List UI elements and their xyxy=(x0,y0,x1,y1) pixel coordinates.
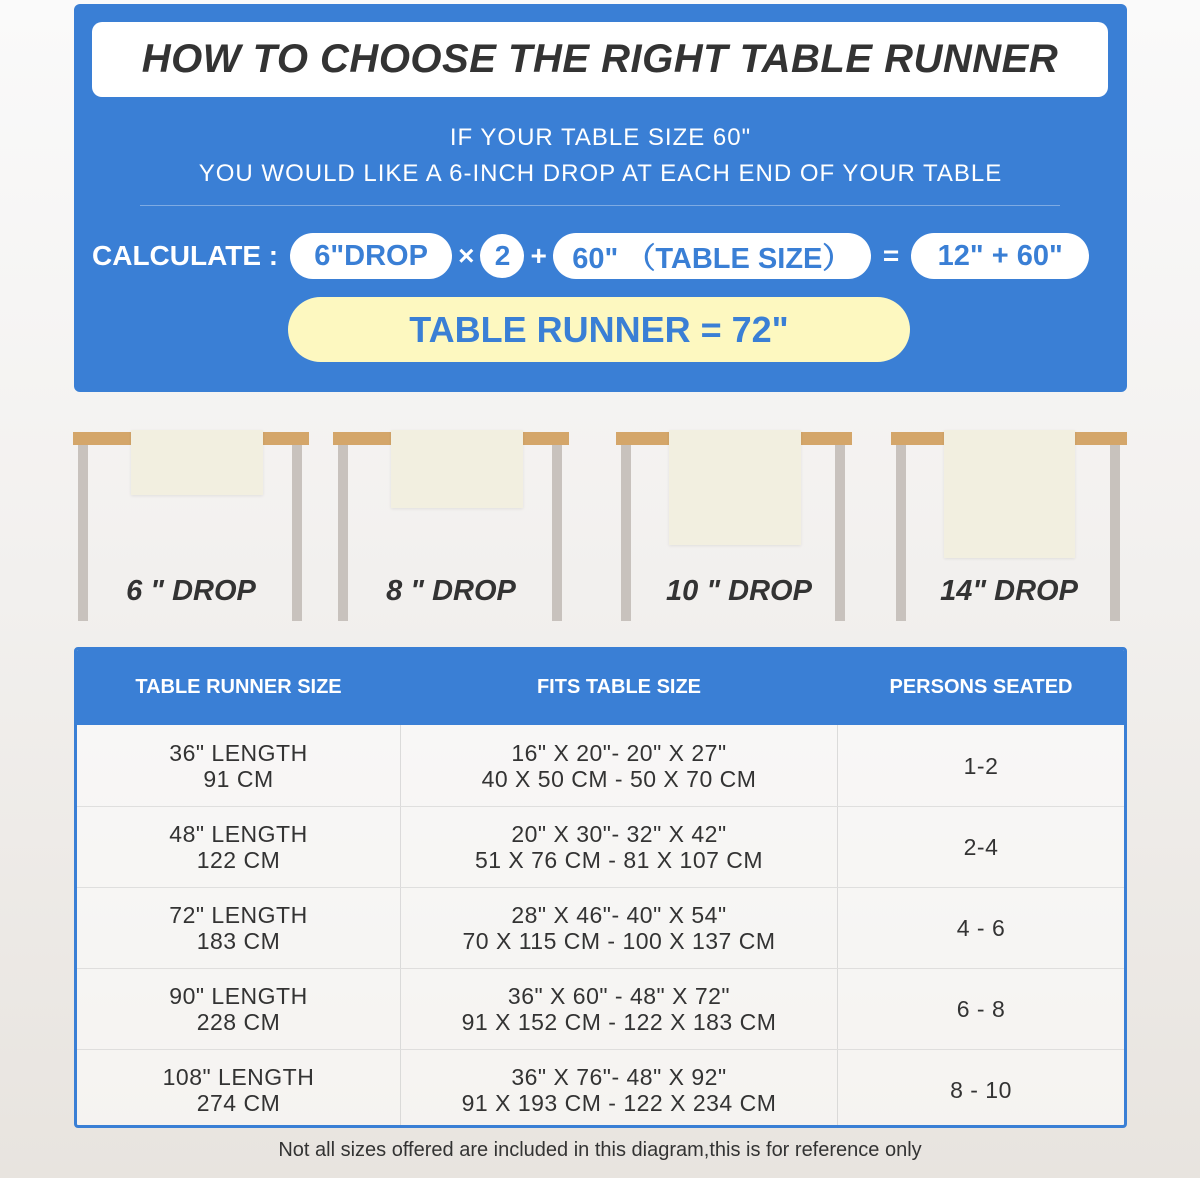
table-row xyxy=(77,887,1124,968)
runner-size-cell xyxy=(77,888,400,968)
fits-cm: 51 X 76 CM - 81 X 107 CM xyxy=(474,847,764,873)
multiplier-circle: 2 xyxy=(480,234,524,278)
table-runner xyxy=(131,430,263,495)
equals-sign: = xyxy=(882,240,900,271)
table-size-pill: 60" （TABLE SIZE） xyxy=(553,233,871,279)
length-in: 90" LENGTH xyxy=(169,983,308,1009)
result-pill: TABLE RUNNER = 72" xyxy=(288,297,910,362)
drop-diagram-8 xyxy=(333,430,569,622)
drop-diagram-6 xyxy=(73,430,309,622)
header-persons: PERSONS SEATED xyxy=(889,676,1073,698)
drop-label: 6 " DROP xyxy=(126,575,256,607)
length-in: 108" LENGTH xyxy=(162,1064,315,1090)
table-row xyxy=(77,1049,1124,1128)
length-cm: 183 CM xyxy=(196,928,281,954)
fits-cm: 40 X 50 CM - 50 X 70 CM xyxy=(481,765,757,792)
intro-line-1: IF YOUR TABLE SIZE 60" xyxy=(449,124,752,151)
table-runner xyxy=(944,430,1075,558)
length-in: 36" LENGTH xyxy=(169,739,308,766)
fits-in: 36" X 76"- 48" X 92" xyxy=(511,1064,727,1090)
table-row xyxy=(77,725,1124,806)
persons-cell: 1-2 xyxy=(963,752,999,779)
runner-size-cell xyxy=(77,807,400,887)
fits-cell xyxy=(400,1050,838,1128)
fits-in: 28" X 46"- 40" X 54" xyxy=(511,902,727,928)
fits-cell xyxy=(400,725,838,806)
plus-sign: + xyxy=(530,240,547,271)
sum-pill: 12" + 60" xyxy=(911,233,1089,279)
footnote: Not all sizes offered are included in this diagram,this is for reference only xyxy=(278,1139,922,1161)
runner-size-cell xyxy=(77,725,400,806)
persons-cell: 8 - 10 xyxy=(950,1077,1012,1103)
length-in: 48" LENGTH xyxy=(169,821,308,847)
page-title: HOW TO CHOOSE THE RIGHT TABLE RUNNER xyxy=(92,22,1108,97)
header-runner-size: TABLE RUNNER SIZE xyxy=(135,676,342,698)
length-cm: 274 CM xyxy=(196,1090,281,1116)
header-fits: FITS TABLE SIZE xyxy=(536,676,702,698)
length-in: 72" LENGTH xyxy=(169,902,308,928)
fits-cell xyxy=(400,969,838,1049)
fits-cm: 91 X 193 CM - 122 X 234 CM xyxy=(461,1090,777,1116)
drop-diagram-14 xyxy=(891,430,1127,622)
fits-cm: 91 X 152 CM - 122 X 183 CM xyxy=(461,1009,777,1035)
size-table xyxy=(74,647,1127,1128)
runner-size-cell xyxy=(77,1050,400,1128)
table-runner xyxy=(669,430,801,545)
fits-in: 36" X 60" - 48" X 72" xyxy=(507,983,731,1009)
drop-label: 14" DROP xyxy=(940,575,1078,607)
drop-pill: 6"DROP xyxy=(290,233,452,279)
drop-label: 8 " DROP xyxy=(386,575,516,607)
table-row xyxy=(77,968,1124,1049)
persons-cell: 4 - 6 xyxy=(956,915,1006,941)
table-row xyxy=(77,806,1124,887)
fits-in: 20" X 30"- 32" X 42" xyxy=(511,821,727,847)
calc-label: CALCULATE : xyxy=(92,240,279,271)
table-runner xyxy=(391,430,523,508)
length-cm: 122 CM xyxy=(196,847,281,873)
runner-size-cell xyxy=(77,969,400,1049)
drop-diagram-10 xyxy=(616,430,852,622)
length-cm: 91 CM xyxy=(203,765,274,792)
divider xyxy=(140,205,1060,206)
drop-label: 10 " DROP xyxy=(666,575,812,607)
calculation-row xyxy=(92,233,1089,279)
fits-cell xyxy=(400,807,838,887)
fits-in: 16" X 20"- 20" X 27" xyxy=(511,739,727,766)
fits-cm: 70 X 115 CM - 100 X 137 CM xyxy=(462,928,776,954)
table-header xyxy=(77,650,1124,725)
intro-line-2: YOU WOULD LIKE A 6-INCH DROP AT EACH END OF YOUR TABLE xyxy=(198,160,1003,187)
times-sign: × xyxy=(458,240,475,271)
fits-cell xyxy=(400,888,838,968)
persons-cell: 2-4 xyxy=(963,834,999,860)
persons-cell: 6 - 8 xyxy=(956,996,1006,1022)
length-cm: 228 CM xyxy=(196,1009,281,1035)
